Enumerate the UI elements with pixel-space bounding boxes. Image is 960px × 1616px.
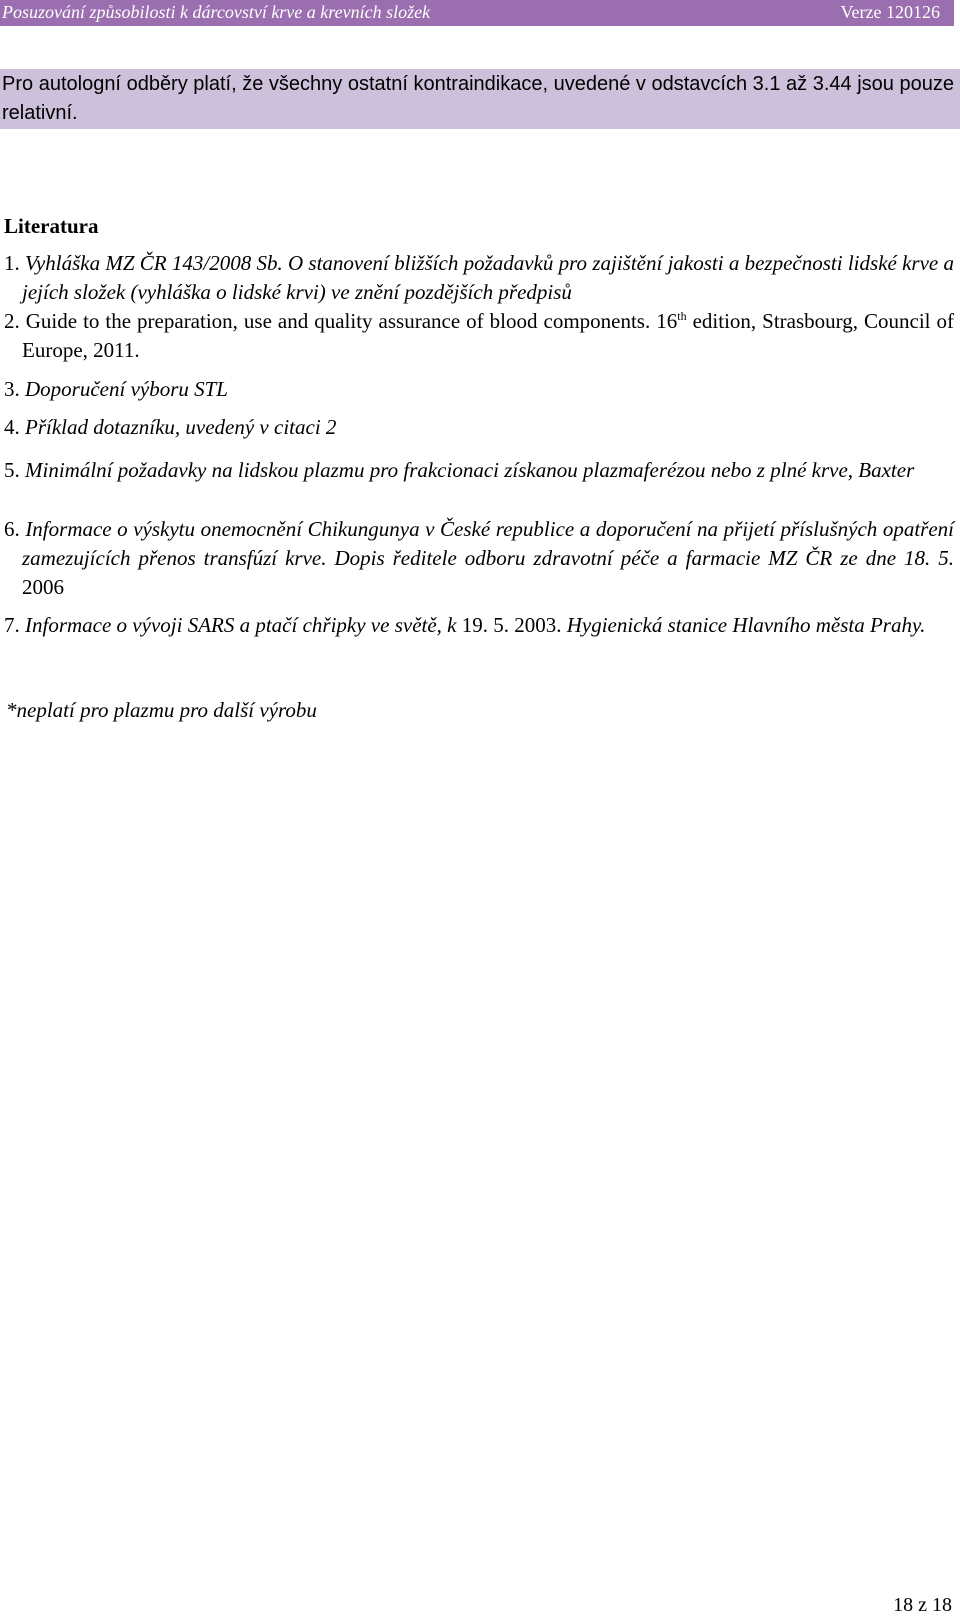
reference-text-continued: edition, Strasbourg, Council of Europe, 2011. (22, 309, 954, 362)
reference-item-7 (4, 611, 954, 640)
reference-superscript: th (677, 309, 687, 323)
reference-text: Doporučení výboru STL (25, 377, 228, 401)
autologous-note: Pro autologní odběry platí, že všechny ostatní kontraindikace, uvedené v odstavcích 3.1 až 3.44 jsou pouze relativní. (2, 73, 954, 124)
reference-item-4 (4, 413, 954, 442)
reference-text: Guide to the preparation, use and quality assurance of blood components. 16 (25, 309, 678, 333)
document-title: Posuzování způsobilosti k dárcovství krve a krevních složek (2, 2, 431, 22)
reference-item-1 (4, 249, 954, 307)
reference-number: 4. (4, 415, 20, 439)
reference-text: Informace o výskytu onemocnění Chikungunya v České republice a doporučení na přijetí příslušných opatření zamezujících přenos transfúzí krve. Dopis ředitele odboru zdravotní péče a farmacie MZ ČR ze dne 18. 5. (22, 517, 955, 570)
reference-number: 6. (4, 517, 20, 541)
reference-text: Informace o vývoji SARS a ptačí chřipky ve světě, k (25, 613, 457, 637)
reference-text-continued: Hygienická stanice Hlavního města Prahy. (561, 613, 926, 637)
reference-item-6 (4, 515, 954, 602)
footnote: *neplatí pro plazmu pro další výrobu (6, 698, 317, 722)
reference-item-3 (4, 375, 954, 404)
reference-text: Vyhláška MZ ČR 143/2008 Sb. O stanovení bližších požadavků pro zajištění jakosti a bezpečnosti lidské krve a jejích složek (vyhláška o lidské krvi) ve znění pozdějších předpisů (22, 251, 954, 304)
reference-text: Příklad dotazníku, uvedený v citaci 2 (25, 415, 337, 439)
reference-item-2 (4, 307, 954, 365)
reference-number: 2. (4, 309, 20, 333)
reference-date: 19. 5. 2003. (456, 613, 562, 637)
reference-item-5 (4, 456, 954, 485)
reference-number: 7. (4, 613, 20, 637)
reference-number: 3. (4, 377, 20, 401)
document-version: Verze 120126 (840, 2, 940, 22)
reference-number: 1. (4, 251, 20, 275)
reference-number: 5. (4, 458, 20, 482)
running-header (0, 0, 954, 26)
page-number: 18 z 18 (893, 1594, 952, 1616)
reference-text: Minimální požadavky na lidskou plazmu pro frakcionaci získanou plazmaferézou nebo z plné krve, Baxter (25, 458, 915, 482)
reference-date: 2006 (22, 575, 64, 599)
literature-heading: Literatura (4, 214, 99, 238)
